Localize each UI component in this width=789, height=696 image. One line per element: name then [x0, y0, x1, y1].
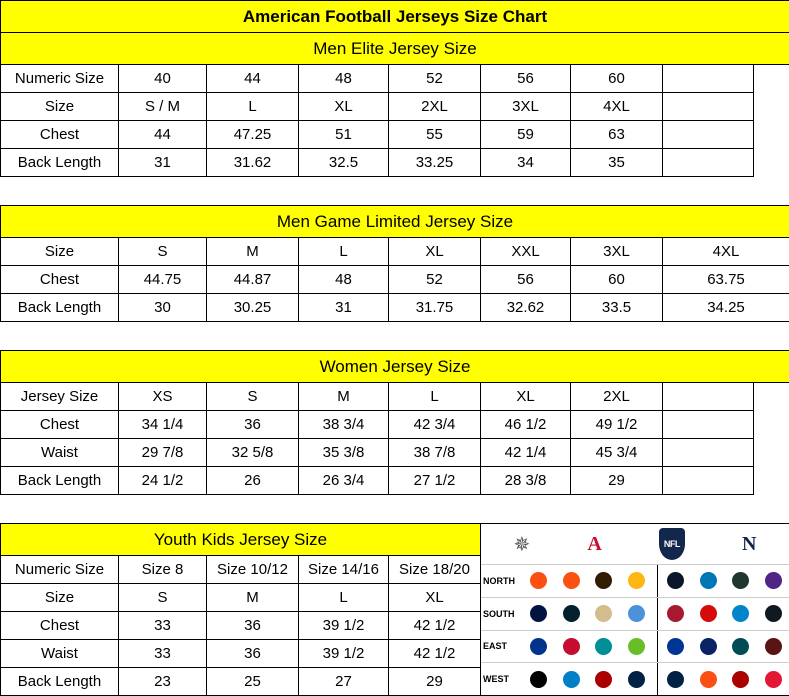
- nfl-shield-icon: NFL: [659, 528, 685, 560]
- team-logo-icon: [667, 605, 684, 622]
- team-logo-icon: [732, 671, 749, 688]
- cell: 48: [299, 65, 389, 93]
- cell: XL: [389, 238, 481, 266]
- cell: 42 1/4: [481, 439, 571, 467]
- cell: 39 1/2: [299, 612, 389, 640]
- cell: 30: [119, 294, 207, 322]
- team-logo-icon: [563, 572, 580, 589]
- divider: [657, 598, 658, 630]
- sparkle-icon: ✵: [514, 532, 531, 557]
- cell: 2XL: [389, 93, 481, 121]
- cell: 36: [207, 640, 299, 668]
- afc-south-teams: [523, 605, 655, 622]
- cell: 51: [299, 121, 389, 149]
- team-logo-icon: [732, 638, 749, 655]
- cell: 33.5: [571, 294, 663, 322]
- row-label: Chest: [1, 266, 119, 294]
- section-heading-youth: Youth Kids Jersey Size: [1, 524, 481, 556]
- division-row-north: [481, 564, 789, 597]
- cell: S: [119, 238, 207, 266]
- cell: M: [299, 383, 389, 411]
- cell: 47.25: [207, 121, 299, 149]
- division-row-west: [481, 662, 789, 695]
- cell: 29: [389, 668, 481, 696]
- cell: L: [207, 93, 299, 121]
- row-label: Size: [1, 93, 119, 121]
- document-title-row: [1, 1, 789, 33]
- cell: 56: [481, 266, 571, 294]
- cell: 60: [571, 266, 663, 294]
- cell: 28 3/8: [481, 467, 571, 495]
- cell: 32.62: [481, 294, 571, 322]
- cell: 38 7/8: [389, 439, 481, 467]
- cell: 4XL: [663, 238, 789, 266]
- row-label: Back Length: [1, 294, 119, 322]
- afc-logo-icon: A: [587, 534, 601, 554]
- team-logo-icon: [530, 572, 547, 589]
- division-rows: [481, 564, 789, 695]
- cell: 23: [119, 668, 207, 696]
- cell: M: [207, 238, 299, 266]
- cell: 48: [299, 266, 389, 294]
- table-row: [1, 266, 789, 294]
- team-logo-icon: [765, 671, 782, 688]
- cell: 31: [119, 149, 207, 177]
- division-label: NORTH: [481, 576, 523, 586]
- row-label: Back Length: [1, 467, 119, 495]
- table-row: [1, 439, 789, 467]
- cell: XL: [389, 584, 481, 612]
- cell: 60: [571, 65, 663, 93]
- team-logo-icon: [595, 572, 612, 589]
- cell: 44.87: [207, 266, 299, 294]
- table-row: [1, 294, 789, 322]
- division-row-east: [481, 630, 789, 663]
- nfc-logo-icon: N: [742, 534, 756, 554]
- cell: S: [207, 383, 299, 411]
- cell: 26: [207, 467, 299, 495]
- team-logo-icon: [700, 605, 717, 622]
- afc-north-teams: [523, 572, 655, 589]
- row-label: Waist: [1, 439, 119, 467]
- row-label: Back Length: [1, 149, 119, 177]
- team-logo-icon: [700, 638, 717, 655]
- cell-outside: [754, 411, 789, 439]
- cell: M: [207, 584, 299, 612]
- cell: 55: [389, 121, 481, 149]
- cell: 52: [389, 65, 481, 93]
- section-spacer: [1, 495, 789, 524]
- cell-outside: [754, 149, 789, 177]
- cell: 42 1/2: [389, 640, 481, 668]
- cell: 56: [481, 65, 571, 93]
- cell: 46 1/2: [481, 411, 571, 439]
- cell: 38 3/4: [299, 411, 389, 439]
- cell: 34.25: [663, 294, 789, 322]
- cell-empty: [663, 149, 754, 177]
- cell: L: [299, 238, 389, 266]
- cell: 52: [389, 266, 481, 294]
- team-logo-icon: [563, 605, 580, 622]
- team-logo-icon: [732, 605, 749, 622]
- team-logo-icon: [765, 638, 782, 655]
- cell: S / M: [119, 93, 207, 121]
- cell: 32.5: [299, 149, 389, 177]
- cell: Size 8: [119, 556, 207, 584]
- divider: [657, 565, 658, 597]
- cell: 24 1/2: [119, 467, 207, 495]
- cell: 29 7/8: [119, 439, 207, 467]
- cell: L: [389, 383, 481, 411]
- row-label: Jersey Size: [1, 383, 119, 411]
- cell: L: [299, 584, 389, 612]
- team-logo-icon: [628, 671, 645, 688]
- cell: 42 3/4: [389, 411, 481, 439]
- row-label: Chest: [1, 411, 119, 439]
- cell-outside: [754, 467, 789, 495]
- cell: 27 1/2: [389, 467, 481, 495]
- divider: [657, 663, 658, 695]
- cell-outside: [754, 93, 789, 121]
- row-label: Size: [1, 584, 119, 612]
- section-heading-youth-row: [1, 524, 789, 556]
- cell: XL: [481, 383, 571, 411]
- cell: XL: [299, 93, 389, 121]
- cell: 45 3/4: [571, 439, 663, 467]
- cell-empty: [663, 93, 754, 121]
- division-label: WEST: [481, 674, 523, 684]
- cell: Size 14/16: [299, 556, 389, 584]
- team-logo-icon: [765, 572, 782, 589]
- row-label: Chest: [1, 612, 119, 640]
- table-row: [1, 149, 789, 177]
- section-heading-men-elite-row: [1, 33, 789, 65]
- cell: 63: [571, 121, 663, 149]
- afc-east-teams: [523, 638, 655, 655]
- nfl-logo-panel-cell: [481, 524, 789, 696]
- team-logo-icon: [667, 638, 684, 655]
- cell: 2XL: [571, 383, 663, 411]
- team-logo-icon: [628, 605, 645, 622]
- team-logo-icon: [628, 572, 645, 589]
- team-logo-icon: [765, 605, 782, 622]
- cell: 3XL: [481, 93, 571, 121]
- cell-outside: [754, 439, 789, 467]
- team-logo-icon: [732, 572, 749, 589]
- team-logo-icon: [595, 605, 612, 622]
- table-row: [1, 121, 789, 149]
- row-label: Chest: [1, 121, 119, 149]
- cell-empty: [663, 467, 754, 495]
- cell: 34 1/4: [119, 411, 207, 439]
- cell: 33: [119, 640, 207, 668]
- table-row: [1, 411, 789, 439]
- division-label: EAST: [481, 641, 523, 651]
- cell: 44: [207, 65, 299, 93]
- cell-outside: [754, 65, 789, 93]
- team-logo-icon: [530, 638, 547, 655]
- cell: 32 5/8: [207, 439, 299, 467]
- cell: 33.25: [389, 149, 481, 177]
- nfc-south-teams: [660, 605, 789, 622]
- section-heading-men-elite: Men Elite Jersey Size: [1, 33, 789, 65]
- cell: 42 1/2: [389, 612, 481, 640]
- cell: 33: [119, 612, 207, 640]
- cell: 36: [207, 411, 299, 439]
- cell: Size 18/20: [389, 556, 481, 584]
- nfc-west-teams: [660, 671, 789, 688]
- page-title: American Football Jerseys Size Chart: [1, 1, 789, 33]
- cell: 40: [119, 65, 207, 93]
- cell: 35 3/8: [299, 439, 389, 467]
- section-spacer: [1, 322, 789, 351]
- cell: 3XL: [571, 238, 663, 266]
- division-label: SOUTH: [481, 609, 523, 619]
- cell: 31.75: [389, 294, 481, 322]
- cell: 31.62: [207, 149, 299, 177]
- cell: 30.25: [207, 294, 299, 322]
- table-row: [1, 65, 789, 93]
- cell-outside: [754, 383, 789, 411]
- cell-empty: [663, 411, 754, 439]
- cell-empty: [663, 121, 754, 149]
- team-logo-icon: [563, 638, 580, 655]
- cell: Size 10/12: [207, 556, 299, 584]
- cell: 44: [119, 121, 207, 149]
- cell-empty: [663, 439, 754, 467]
- afc-west-teams: [523, 671, 655, 688]
- cell: 31: [299, 294, 389, 322]
- cell: 49 1/2: [571, 411, 663, 439]
- cell: 59: [481, 121, 571, 149]
- cell: 36: [207, 612, 299, 640]
- cell: 25: [207, 668, 299, 696]
- cell: 29: [571, 467, 663, 495]
- row-label: Waist: [1, 640, 119, 668]
- cell: XS: [119, 383, 207, 411]
- conference-header: [481, 524, 789, 564]
- team-logo-icon: [530, 605, 547, 622]
- cell: 63.75: [663, 266, 789, 294]
- cell: 26 3/4: [299, 467, 389, 495]
- team-logo-icon: [700, 671, 717, 688]
- team-logo-icon: [700, 572, 717, 589]
- cell: 39 1/2: [299, 640, 389, 668]
- team-logo-icon: [595, 638, 612, 655]
- cell: 34: [481, 149, 571, 177]
- section-spacer: [1, 177, 789, 206]
- cell: S: [119, 584, 207, 612]
- row-label: Back Length: [1, 668, 119, 696]
- table-row: [1, 93, 789, 121]
- divider: [657, 631, 658, 663]
- team-logo-icon: [563, 671, 580, 688]
- team-logo-icon: [667, 671, 684, 688]
- cell-empty: [663, 383, 754, 411]
- section-heading-women-row: [1, 351, 789, 383]
- team-logo-icon: [530, 671, 547, 688]
- cell: 4XL: [571, 93, 663, 121]
- division-row-south: [481, 597, 789, 630]
- team-logo-icon: [667, 572, 684, 589]
- cell: 44.75: [119, 266, 207, 294]
- cell: XXL: [481, 238, 571, 266]
- section-heading-men-game: Men Game Limited Jersey Size: [1, 206, 789, 238]
- nfl-logo-panel: [481, 524, 789, 695]
- row-label: Numeric Size: [1, 556, 119, 584]
- section-heading-women: Women Jersey Size: [1, 351, 789, 383]
- cell-outside: [754, 121, 789, 149]
- nfc-north-teams: [660, 572, 789, 589]
- cell: 35: [571, 149, 663, 177]
- row-label: Size: [1, 238, 119, 266]
- cell-empty: [663, 65, 754, 93]
- table-row: [1, 467, 789, 495]
- team-logo-icon: [595, 671, 612, 688]
- table-row: [1, 383, 789, 411]
- section-heading-men-game-row: [1, 206, 789, 238]
- nfc-east-teams: [660, 638, 789, 655]
- table-row: [1, 238, 789, 266]
- row-label: Numeric Size: [1, 65, 119, 93]
- cell: 27: [299, 668, 389, 696]
- team-logo-icon: [628, 638, 645, 655]
